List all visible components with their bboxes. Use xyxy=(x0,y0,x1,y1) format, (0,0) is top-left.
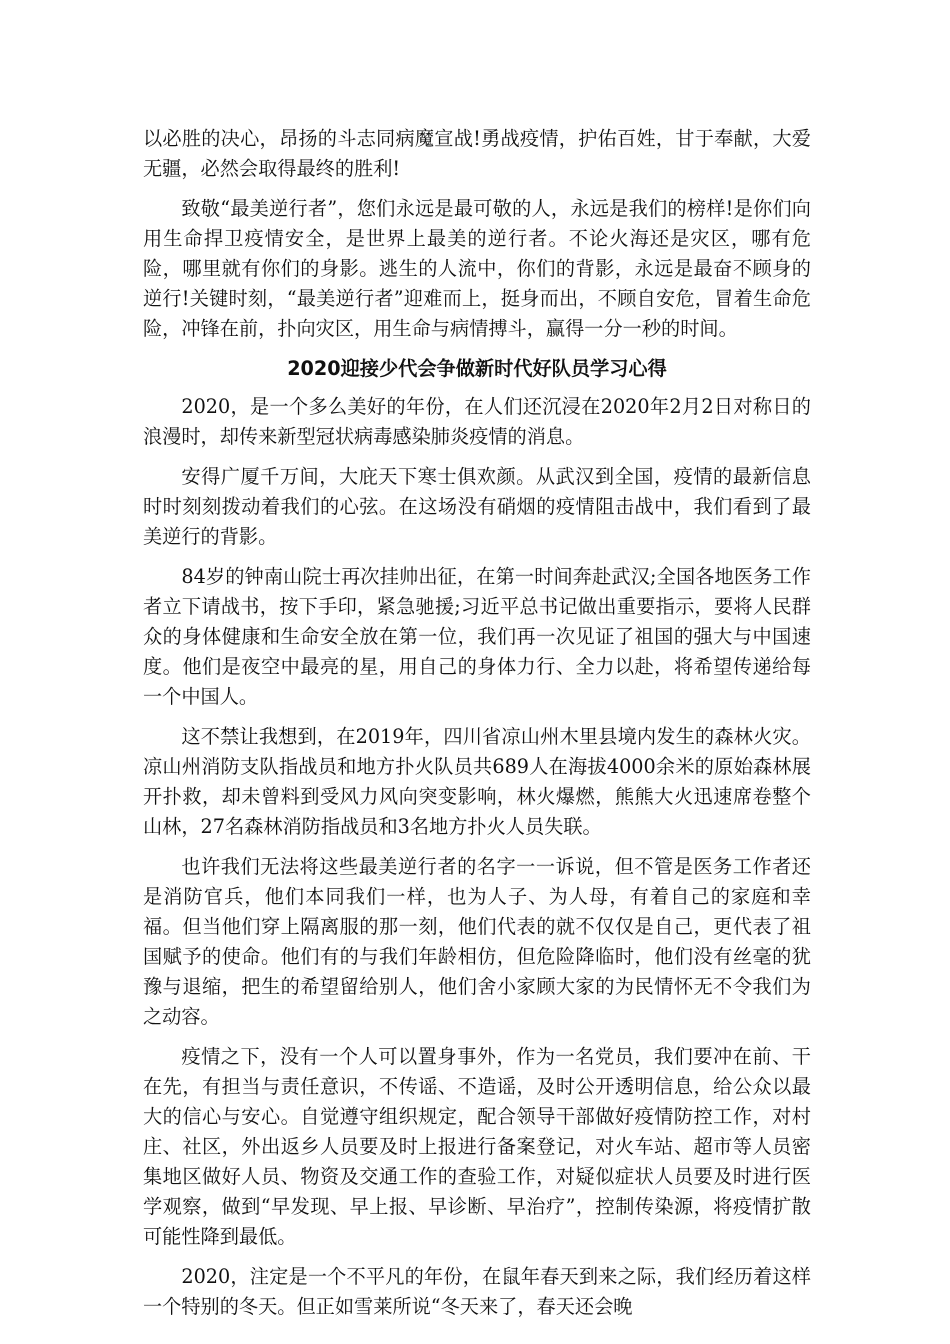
document-page xyxy=(143,124,811,1332)
paragraph: 安得广厦千万间，大庇天下寒士俱欢颜。从武汉到全国，疫情的最新信息时时刻刻拨动着我们的心弦。在这场没有硝烟的疫情阻击战中，我们看到了最美逆行的背影。 xyxy=(143,465,811,548)
paragraph: 2020，是一个多么美好的年份，在人们还沉浸在2020年2月2日对称日的浪漫时，却传来新型冠状病毒感染肺炎疫情的消息。 xyxy=(143,395,811,448)
paragraph: 也许我们无法将这些最美逆行者的名字一一诉说，但不管是医务工作者还是消防官兵，他们本同我们一样，也为人子、为人母，有着自己的家庭和幸福。但当他们穿上隔离服的那一刻，他们代表的就不仅仅是自己，更代表了祖国赋予的使命。他们有的与我们年龄相仿，但危险降临时，他们没有丝毫的犹豫与退缩，把生的希望留给别人，他们舍小家顾大家的为民情怀无不令我们为之动容。 xyxy=(143,855,811,1028)
paragraph: 这不禁让我想到，在2019年，四川省凉山州木里县境内发生的森林火灾。凉山州消防支队指战员和地方扑火队员共689人在海拔4000余米的原始森林展开扑救，却未曾料到受风力风向突变影响，林火爆燃，熊熊大火迅速席卷整个山林，27名森林消防指战员和3名地方扑火人员失联。 xyxy=(143,725,811,838)
paragraph: 84岁的钟南山院士再次挂帅出征，在第一时间奔赴武汉;全国各地医务工作者立下请战书，按下手印，紧急驰援;习近平总书记做出重要指示，要将人民群众的身体健康和生命安全放在第一位，我们再一次见证了祖国的强大与中国速度。他们是夜空中最亮的星，用自己的身体力行、全力以赴，将希望传递给每一个中国人。 xyxy=(143,565,811,708)
paragraph: 疫情之下，没有一个人可以置身事外，作为一名党员，我们要冲在前、干在先，有担当与责任意识，不传谣、不造谣，及时公开透明信息，给公众以最大的信心与安心。自觉遵守组织规定，配合领导干部做好疫情防控工作，对村庄、社区，外出返乡人员要及时上报进行备案登记，对火车站、超市等人员密集地区做好人员、物资及交通工作的查验工作，对疑似症状人员要及时进行医学观察，做到“早发现、早上报、早诊断、早治疗”，控制传染源，将疫情扩散可能性降到最低。 xyxy=(143,1045,811,1248)
paragraph: 致敬“最美逆行者”，您们永远是最可敬的人，永远是我们的榜样!是你们向用生命捍卫疫情安全，是世界上最美的逆行者。不论火海还是灾区，哪有危险，哪里就有你们的身影。逃生的人流中，你们的背影，永远是最奋不顾身的逆行!关键时刻，“最美逆行者”迎难而上，挺身而出，不顾自安危，冒着生命危险，冲锋在前，扑向灾区，用生命与病情搏斗，赢得一分一秒的时间。 xyxy=(143,197,811,340)
section-heading: 2020迎接少代会争做新时代好队员学习心得 xyxy=(287,357,667,380)
paragraph: 2020，注定是一个不平凡的年份，在鼠年春天到来之际，我们经历着这样一个特别的冬天。但正如雪莱所说“冬天来了，春天还会晚 xyxy=(143,1265,811,1318)
paragraph-continued: 以必胜的决心，昂扬的斗志同病魔宣战!勇战疫情，护佑百姓，甘于奉献，大爱无疆，必然会取得最终的胜利! xyxy=(143,127,811,180)
